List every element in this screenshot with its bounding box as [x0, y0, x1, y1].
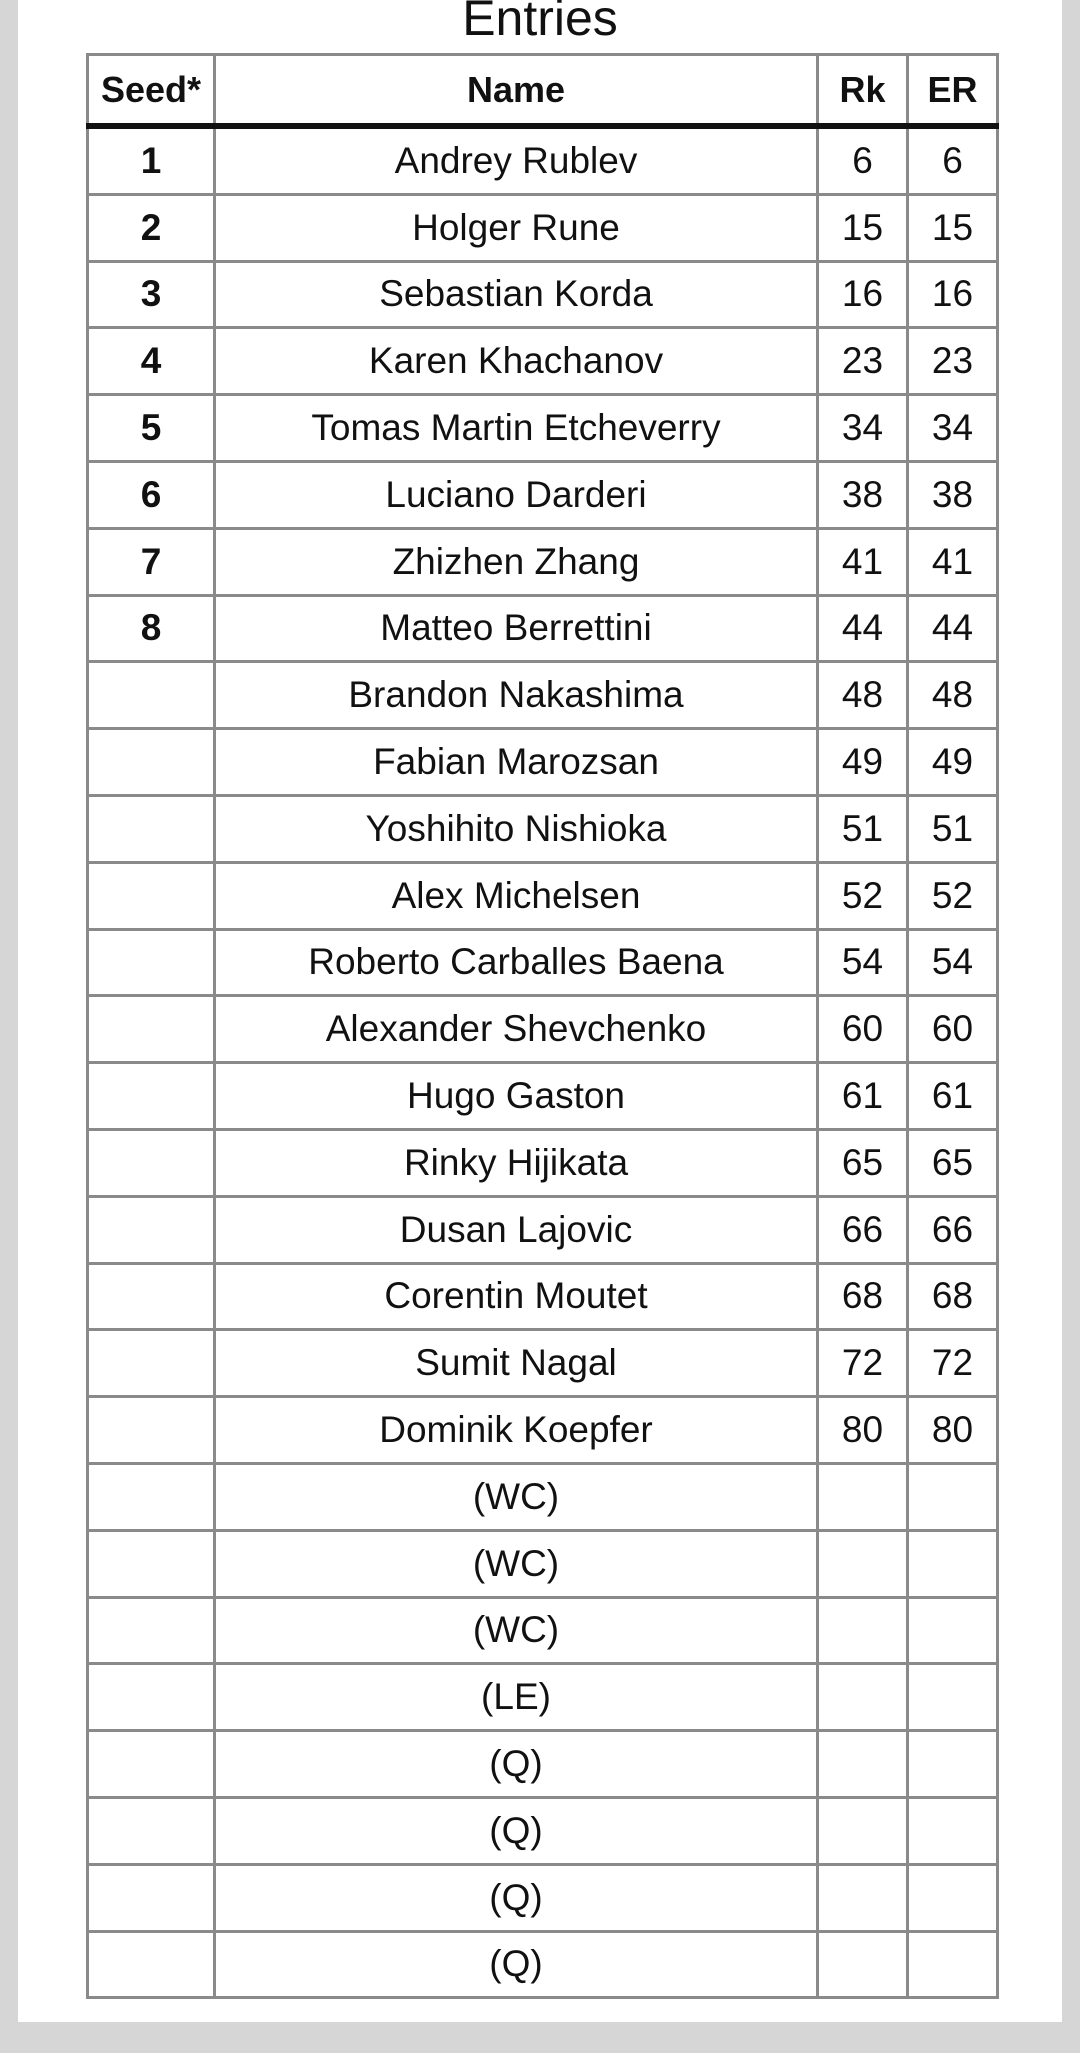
seed-cell: 1	[88, 126, 215, 194]
table-row	[88, 1530, 998, 1597]
seed-cell	[88, 1263, 215, 1330]
table-row	[88, 261, 998, 328]
seed-cell: 8	[88, 595, 215, 662]
rank-cell: 68	[818, 1263, 908, 1330]
rank-cell: 51	[818, 795, 908, 862]
name-cell: (Q)	[215, 1797, 818, 1864]
entry-rank-cell: 41	[908, 528, 998, 595]
rank-cell: 38	[818, 461, 908, 528]
name-cell: Andrey Rublev	[215, 126, 818, 194]
rank-cell	[818, 1931, 908, 1998]
seed-cell: 4	[88, 328, 215, 395]
rank-cell: 65	[818, 1129, 908, 1196]
table-row	[88, 1397, 998, 1464]
rank-cell: 44	[818, 595, 908, 662]
rank-cell	[818, 1731, 908, 1798]
rank-cell: 49	[818, 729, 908, 796]
name-cell: Fabian Marozsan	[215, 729, 818, 796]
rank-cell: 15	[818, 194, 908, 261]
name-cell: Luciano Darderi	[215, 461, 818, 528]
entry-rank-cell	[908, 1664, 998, 1731]
name-cell: Holger Rune	[215, 194, 818, 261]
entry-rank-cell	[908, 1597, 998, 1664]
name-cell: Matteo Berrettini	[215, 595, 818, 662]
table-row	[88, 1063, 998, 1130]
entry-rank-cell: 23	[908, 328, 998, 395]
seed-cell	[88, 1797, 215, 1864]
seed-cell: 7	[88, 528, 215, 595]
name-cell: (WC)	[215, 1463, 818, 1530]
name-cell: Alexander Shevchenko	[215, 996, 818, 1063]
name-cell: Tomas Martin Etcheverry	[215, 395, 818, 462]
seed-cell	[88, 1597, 215, 1664]
name-cell: Karen Khachanov	[215, 328, 818, 395]
table-row	[88, 795, 998, 862]
table-row	[88, 1731, 998, 1798]
rank-cell: 54	[818, 929, 908, 996]
seed-cell	[88, 1196, 215, 1263]
seed-cell	[88, 862, 215, 929]
entry-rank-cell: 60	[908, 996, 998, 1063]
entry-rank-cell: 66	[908, 1196, 998, 1263]
entry-rank-cell: 72	[908, 1330, 998, 1397]
rank-cell	[818, 1597, 908, 1664]
table-body	[88, 126, 998, 1998]
seed-cell	[88, 662, 215, 729]
table-row	[88, 595, 998, 662]
seed-cell	[88, 1063, 215, 1130]
table-row	[88, 1797, 998, 1864]
entry-rank-cell: 65	[908, 1129, 998, 1196]
table-row	[88, 126, 998, 194]
name-cell: Dominik Koepfer	[215, 1397, 818, 1464]
table-row	[88, 1463, 998, 1530]
rank-cell: 52	[818, 862, 908, 929]
entry-rank-cell: 68	[908, 1263, 998, 1330]
rank-cell: 48	[818, 662, 908, 729]
column-header-name: Name	[215, 55, 818, 127]
entry-rank-cell: 51	[908, 795, 998, 862]
seed-cell	[88, 1397, 215, 1464]
table-row	[88, 528, 998, 595]
seed-cell	[88, 729, 215, 796]
name-cell: Sumit Nagal	[215, 1330, 818, 1397]
seed-cell: 3	[88, 261, 215, 328]
rank-cell: 6	[818, 126, 908, 194]
seed-cell	[88, 1864, 215, 1931]
rank-cell: 23	[818, 328, 908, 395]
table-row	[88, 1330, 998, 1397]
entry-rank-cell	[908, 1463, 998, 1530]
name-cell: Roberto Carballes Baena	[215, 929, 818, 996]
seed-cell	[88, 929, 215, 996]
seed-cell: 6	[88, 461, 215, 528]
table-header-row	[88, 55, 998, 127]
rank-cell	[818, 1864, 908, 1931]
table-row	[88, 1597, 998, 1664]
table-row	[88, 996, 998, 1063]
table-row	[88, 1931, 998, 1998]
name-cell: (LE)	[215, 1664, 818, 1731]
entry-rank-cell	[908, 1864, 998, 1931]
entry-rank-cell: 16	[908, 261, 998, 328]
rank-cell: 80	[818, 1397, 908, 1464]
entry-rank-cell: 6	[908, 126, 998, 194]
rank-cell	[818, 1463, 908, 1530]
seed-cell	[88, 996, 215, 1063]
name-cell: Alex Michelsen	[215, 862, 818, 929]
entry-rank-cell	[908, 1797, 998, 1864]
entry-rank-cell	[908, 1931, 998, 1998]
entry-rank-cell: 49	[908, 729, 998, 796]
rank-cell: 16	[818, 261, 908, 328]
rank-cell: 66	[818, 1196, 908, 1263]
table-row	[88, 1864, 998, 1931]
name-cell: (WC)	[215, 1597, 818, 1664]
table-row	[88, 662, 998, 729]
rank-cell	[818, 1664, 908, 1731]
page-title: Entries	[462, 0, 618, 46]
name-cell: Zhizhen Zhang	[215, 528, 818, 595]
table-row	[88, 862, 998, 929]
name-cell: (Q)	[215, 1864, 818, 1931]
table-row	[88, 729, 998, 796]
table-row	[88, 461, 998, 528]
name-cell: Dusan Lajovic	[215, 1196, 818, 1263]
seed-cell	[88, 1530, 215, 1597]
entry-rank-cell: 48	[908, 662, 998, 729]
entry-rank-cell: 54	[908, 929, 998, 996]
name-cell: (Q)	[215, 1931, 818, 1998]
table-row	[88, 194, 998, 261]
entry-rank-cell	[908, 1731, 998, 1798]
table-row	[88, 328, 998, 395]
seed-cell	[88, 1129, 215, 1196]
entry-rank-cell: 52	[908, 862, 998, 929]
table-row	[88, 1129, 998, 1196]
seed-cell	[88, 1731, 215, 1798]
name-cell: Brandon Nakashima	[215, 662, 818, 729]
rank-cell: 41	[818, 528, 908, 595]
column-header-rk: Rk	[818, 55, 908, 127]
column-header-er: ER	[908, 55, 998, 127]
rank-cell	[818, 1797, 908, 1864]
rank-cell: 61	[818, 1063, 908, 1130]
entry-rank-cell: 34	[908, 395, 998, 462]
entries-sheet	[18, 0, 1062, 2022]
name-cell: Rinky Hijikata	[215, 1129, 818, 1196]
entries-table	[86, 53, 999, 1999]
entry-rank-cell: 44	[908, 595, 998, 662]
entry-rank-cell: 15	[908, 194, 998, 261]
entry-rank-cell: 38	[908, 461, 998, 528]
name-cell: Yoshihito Nishioka	[215, 795, 818, 862]
name-cell: (WC)	[215, 1530, 818, 1597]
seed-cell	[88, 1463, 215, 1530]
seed-cell: 2	[88, 194, 215, 261]
name-cell: Sebastian Korda	[215, 261, 818, 328]
name-cell: Hugo Gaston	[215, 1063, 818, 1130]
table-row	[88, 395, 998, 462]
table-row	[88, 1263, 998, 1330]
seed-cell	[88, 795, 215, 862]
table-row	[88, 1196, 998, 1263]
seed-cell	[88, 1330, 215, 1397]
table-row	[88, 929, 998, 996]
rank-cell: 34	[818, 395, 908, 462]
table-row	[88, 1664, 998, 1731]
name-cell: (Q)	[215, 1731, 818, 1798]
rank-cell: 60	[818, 996, 908, 1063]
seed-cell	[88, 1931, 215, 1998]
entry-rank-cell	[908, 1530, 998, 1597]
seed-cell	[88, 1664, 215, 1731]
entry-rank-cell: 80	[908, 1397, 998, 1464]
name-cell: Corentin Moutet	[215, 1263, 818, 1330]
seed-cell: 5	[88, 395, 215, 462]
column-header-seed: Seed*	[88, 55, 215, 127]
rank-cell	[818, 1530, 908, 1597]
entry-rank-cell: 61	[908, 1063, 998, 1130]
rank-cell: 72	[818, 1330, 908, 1397]
